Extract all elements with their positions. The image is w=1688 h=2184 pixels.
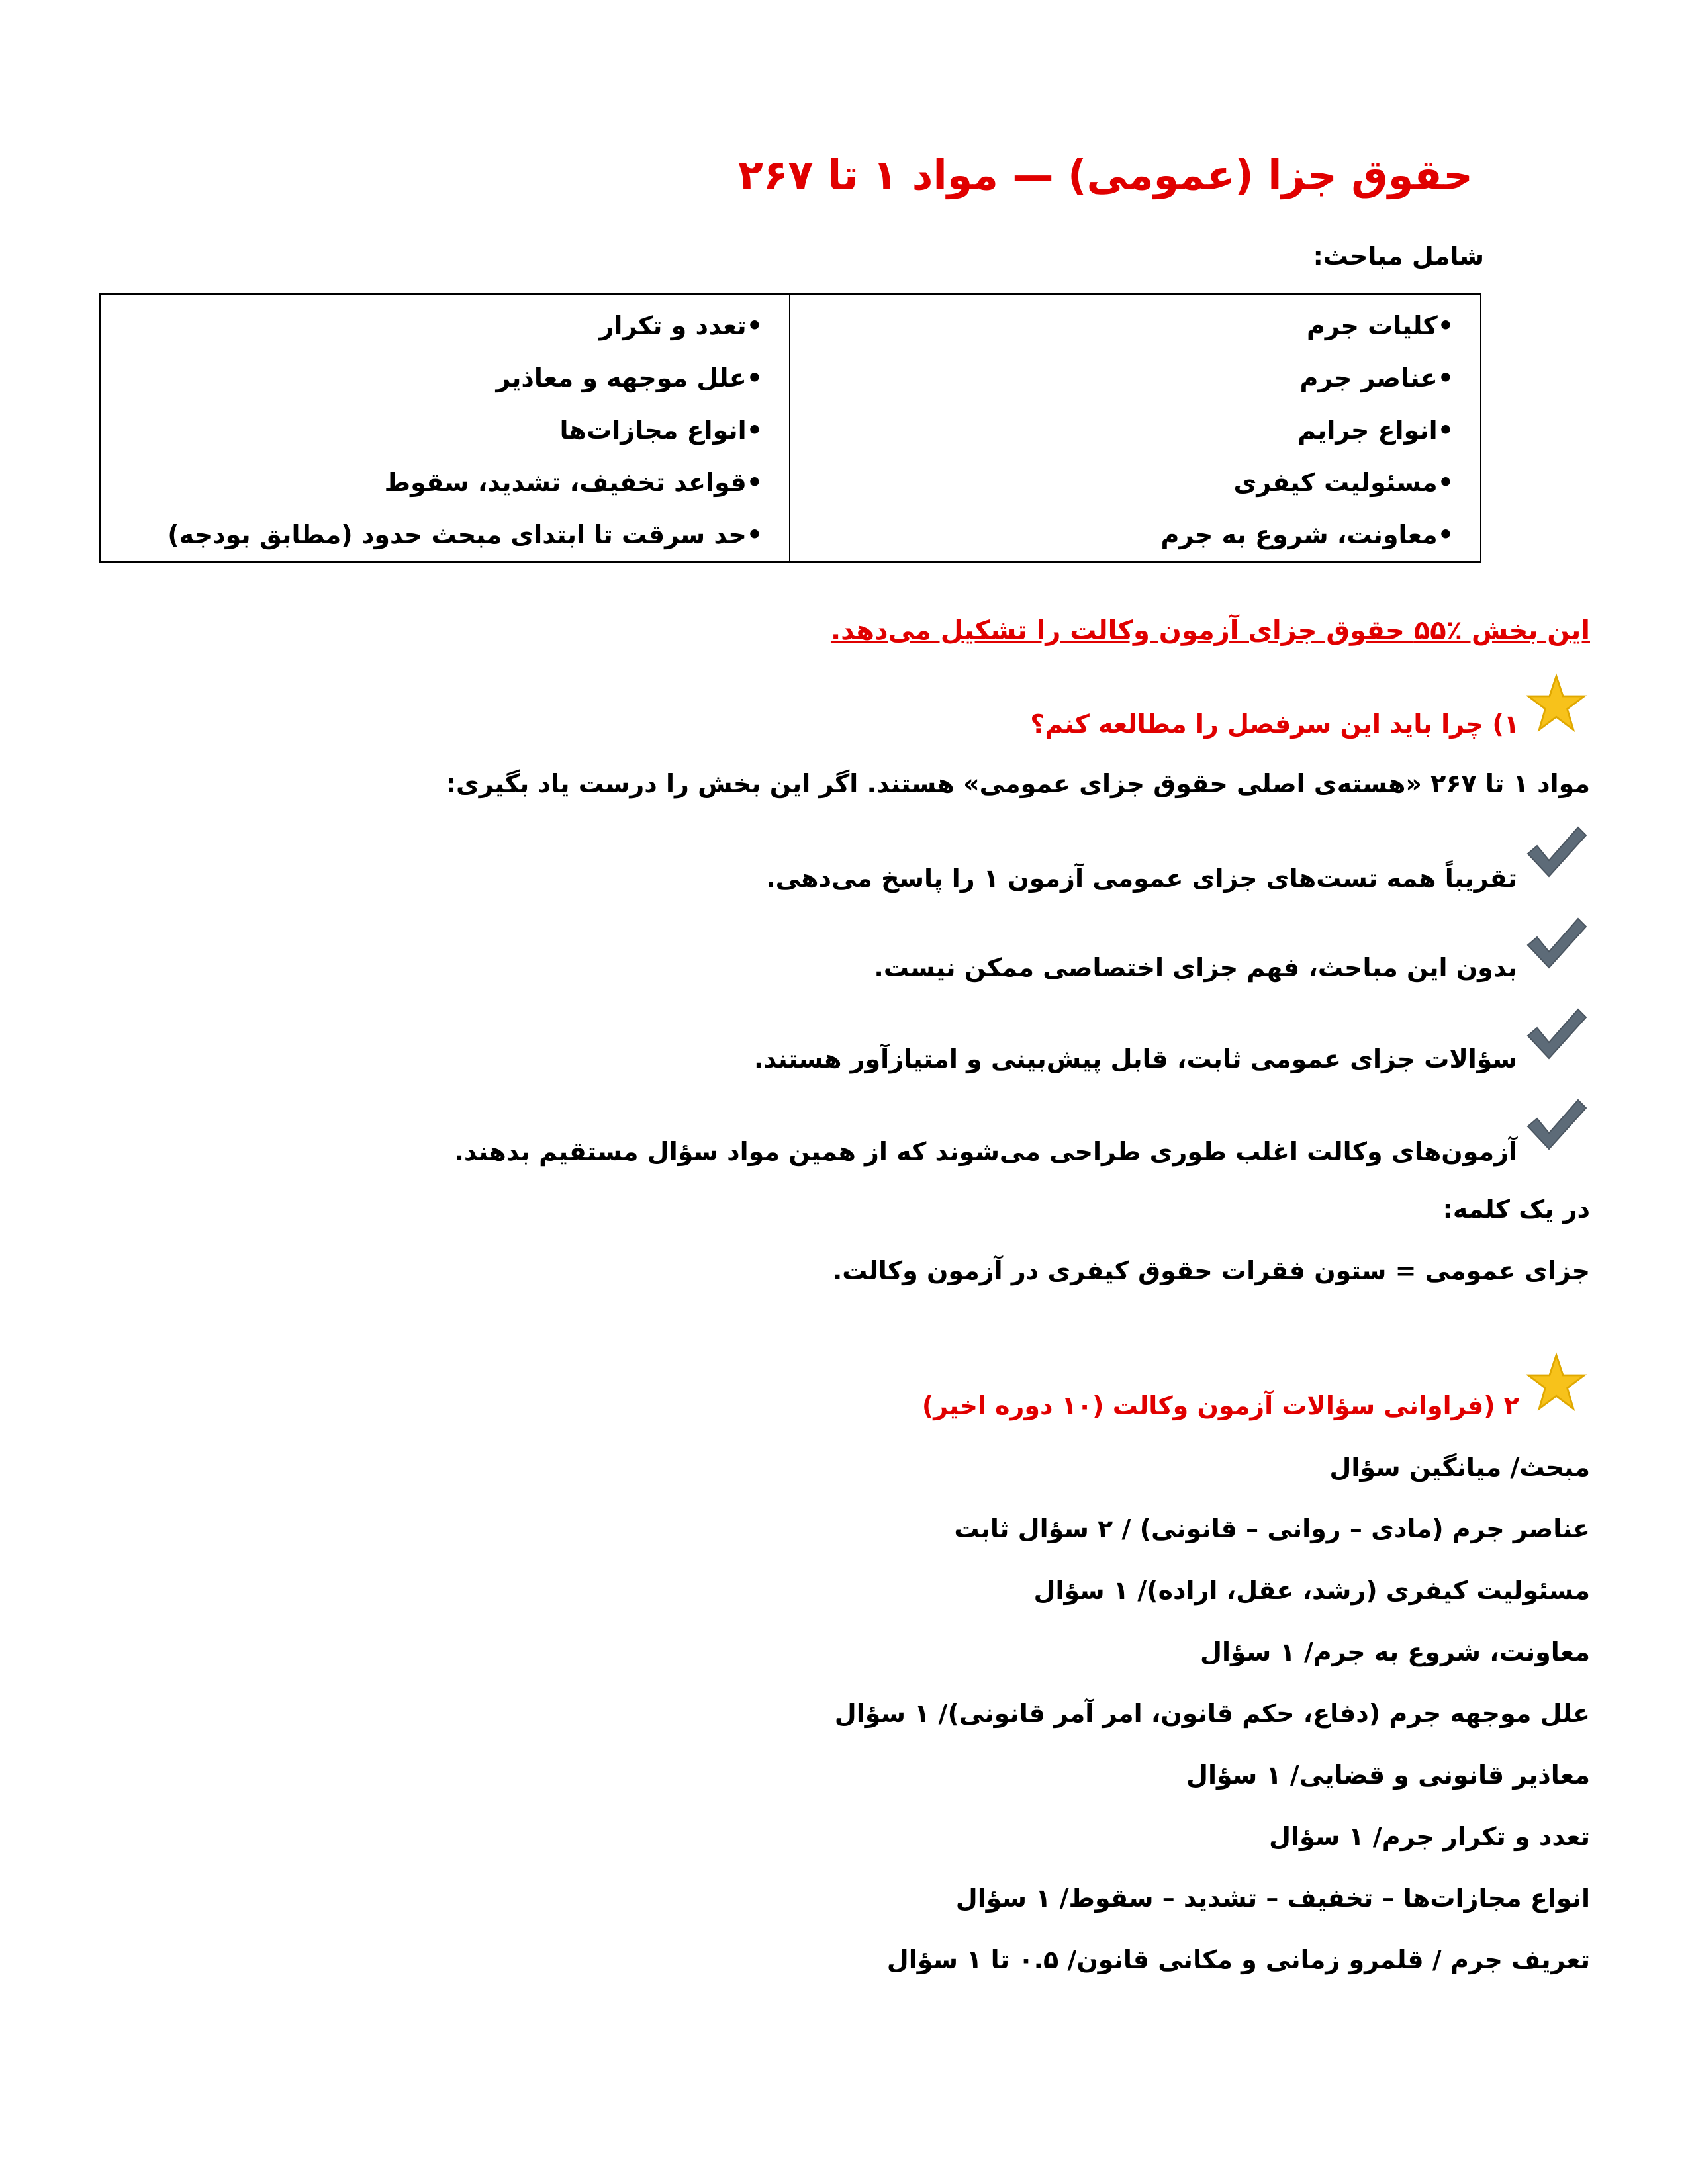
topic-item: •مسئولیت کیفری <box>1233 468 1454 497</box>
summary-label: در یک کلمه: <box>1442 1195 1590 1224</box>
topic-item: •انواع جرایم <box>1297 416 1454 445</box>
checkmark-icon <box>1523 1003 1589 1064</box>
star-icon <box>1526 1352 1587 1413</box>
section1-bullet: بدون این مباحث، فهم جزای اختصاصی ممکن نیست. <box>874 953 1517 982</box>
section2-heading: ۲ (فراوانی سؤالات آزمون وکالت (۱۰ دوره اخیر) <box>921 1391 1519 1420</box>
summary-text: جزای عمومی = ستون فقرات حقوق کیفری در آزمون وکالت. <box>832 1256 1590 1285</box>
page-title: حقوق جزا (عمومی) — مواد ۱ تا ۲۶۷ <box>737 151 1473 199</box>
star-icon <box>1526 673 1587 734</box>
section1-bullet: سؤالات جزای عمومی ثابت، قابل پیش‌بینی و امتیازآور هستند. <box>754 1044 1517 1073</box>
frequency-row: معاونت، شروع به جرم/ ۱ سؤال <box>1200 1637 1590 1666</box>
topics-column-left <box>101 295 790 561</box>
section1-intro: مواد ۱ تا ۲۶۷ «هسته‌ی اصلی حقوق جزای عمومی» هستند. اگر این بخش را درست یاد بگیری: <box>445 769 1590 798</box>
section1-bullet: تقریباً همه تست‌های جزای عمومی آزمون ۱ را پاسخ می‌دهی. <box>766 864 1517 893</box>
topic-item: •حد سرقت تا ابتدای مبحث حدود (مطابق بودجه) <box>167 520 763 549</box>
topic-item: •کلیات جرم <box>1307 311 1454 340</box>
section1-bullet: آزمون‌های وکالت اغلب طوری طراحی می‌شوند که از همین مواد سؤال مستقیم بدهند. <box>454 1137 1517 1166</box>
frequency-row: انواع مجازات‌ها – تخفیف – تشدید – سقوط/ ۱ سؤال <box>955 1884 1590 1913</box>
topic-item: •انواع مجازات‌ها <box>559 416 763 445</box>
frequency-row: تعریف جرم / قلمرو زمانی و مکانی قانون/ ۰.۵ تا ۱ سؤال <box>886 1945 1590 1974</box>
frequency-row: عناصر جرم (مادی – روانی – قانونی) / ۲ سؤال ثابت <box>954 1514 1590 1543</box>
frequency-row: علل موجهه جرم (دفاع، حکم قانون، امر آمر قانونی)/ ۱ سؤال <box>834 1699 1590 1728</box>
topic-item: •تعدد و تکرار <box>599 311 763 340</box>
topic-item: •قواعد تخفیف، تشدید، سقوط <box>384 468 763 497</box>
frequency-row: مسئولیت کیفری (رشد، عقل، اراده)/ ۱ سؤال <box>1033 1576 1590 1605</box>
includes-label: شامل مباحث: <box>1313 242 1484 271</box>
topic-item: •عناصر جرم <box>1299 363 1454 392</box>
frequency-row: مبحث/ میانگین سؤال <box>1329 1453 1590 1482</box>
share-note: این بخش ٪۵۵ حقوق جزای آزمون وکالت را تشکیل می‌دهد. <box>830 615 1590 646</box>
checkmark-icon <box>1523 1093 1589 1154</box>
frequency-row: تعدد و تکرار جرم/ ۱ سؤال <box>1269 1822 1590 1851</box>
section1-heading: ۱) چرا باید این سرفصل را مطالعه کنم؟ <box>1030 709 1519 739</box>
topics-column-right <box>790 295 1480 561</box>
checkmark-icon <box>1523 912 1589 973</box>
topic-item: •معاونت، شروع به جرم <box>1160 520 1454 549</box>
checkmark-icon <box>1523 821 1589 882</box>
topics-table <box>99 293 1481 563</box>
topic-item: •علل موجهه و معاذیر <box>496 363 763 392</box>
frequency-row: معاذیر قانونی و قضایی/ ۱ سؤال <box>1186 1760 1590 1790</box>
